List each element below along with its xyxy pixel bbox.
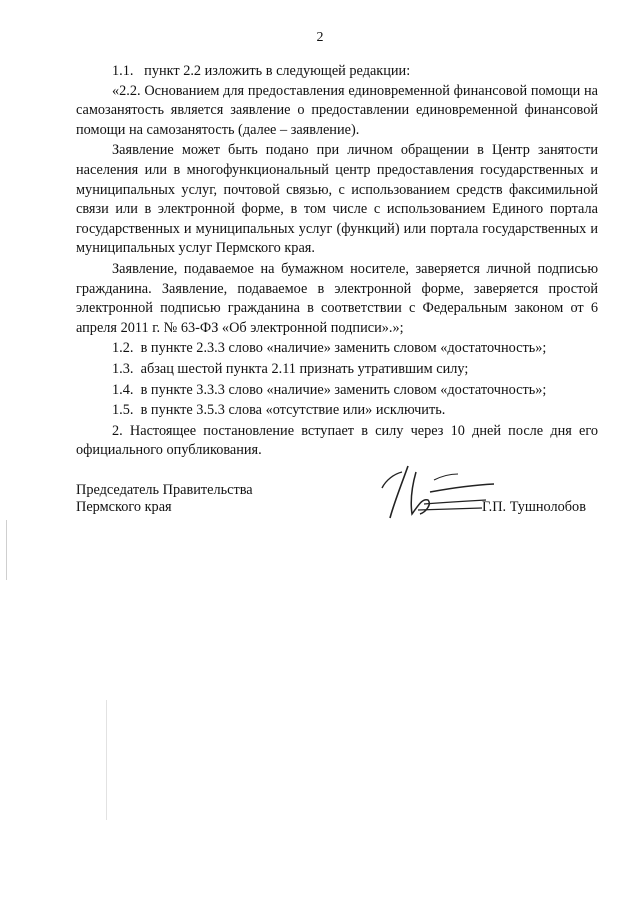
paragraph-2-2: «2.2. Основанием для предоставления единовременной финансовой помощи на самозанятость является заявление о предоставлении единовременной финансовой помощи на самозанятость (далее – заявление). [76, 82, 598, 138]
page-number: 2 [316, 30, 324, 45]
paragraph-2: 2. Настоящее постановление вступает в силу через 10 дней после дня его официального опубликования. [76, 422, 598, 459]
signatory-position [76, 482, 253, 516]
paragraph-1-5: 1.5. в пункте 3.5.3 слова «отсутствие или» исключить. [112, 402, 446, 419]
document-body [76, 62, 598, 461]
paragraph-1-1: 1.1. пункт 2.2 изложить в следующей редакции: [112, 63, 411, 79]
signatory-name: Г.П. Тушнолобов [482, 499, 586, 515]
paragraph-submission: Заявление может быть подано при личном обращении в Центр занятости населения или в многофункциональный центр предоставления государственных и муниципальных услуг, почтовой связью, с использованием средств факсимильной связи или в электронной форме, в том числе с использованием Единого портала государственных и муниципальных услуг (функций) или портала государственных и муниципальных услуг Пермского края. [76, 142, 598, 257]
scan-edge-mark [6, 520, 7, 580]
signatory-position-line2: Пермского края [76, 499, 172, 515]
paragraph-1-4: 1.4. в пункте 3.3.3 слово «наличие» заменить словом «достаточность»; [112, 381, 547, 398]
paragraph-1-3: 1.3. абзац шестой пункта 2.11 признать утратившим силу; [112, 360, 469, 377]
scan-edge-mark [106, 700, 107, 820]
paragraph-1-2: 1.2. в пункте 2.3.3 слово «наличие» заменить словом «достаточность»; [112, 340, 547, 357]
signatory-position-line1: Председатель Правительства [76, 482, 253, 498]
paragraph-signing: Заявление, подаваемое на бумажном носителе, заверяется личной подписью гражданина. Заявление, подаваемое в электронной форме, заверяется простой электронной подписью гражданина в соответствии с Федеральным законом от 6 апреля 2011 г. № 63-ФЗ «Об электронной подписи».»; [76, 260, 598, 336]
